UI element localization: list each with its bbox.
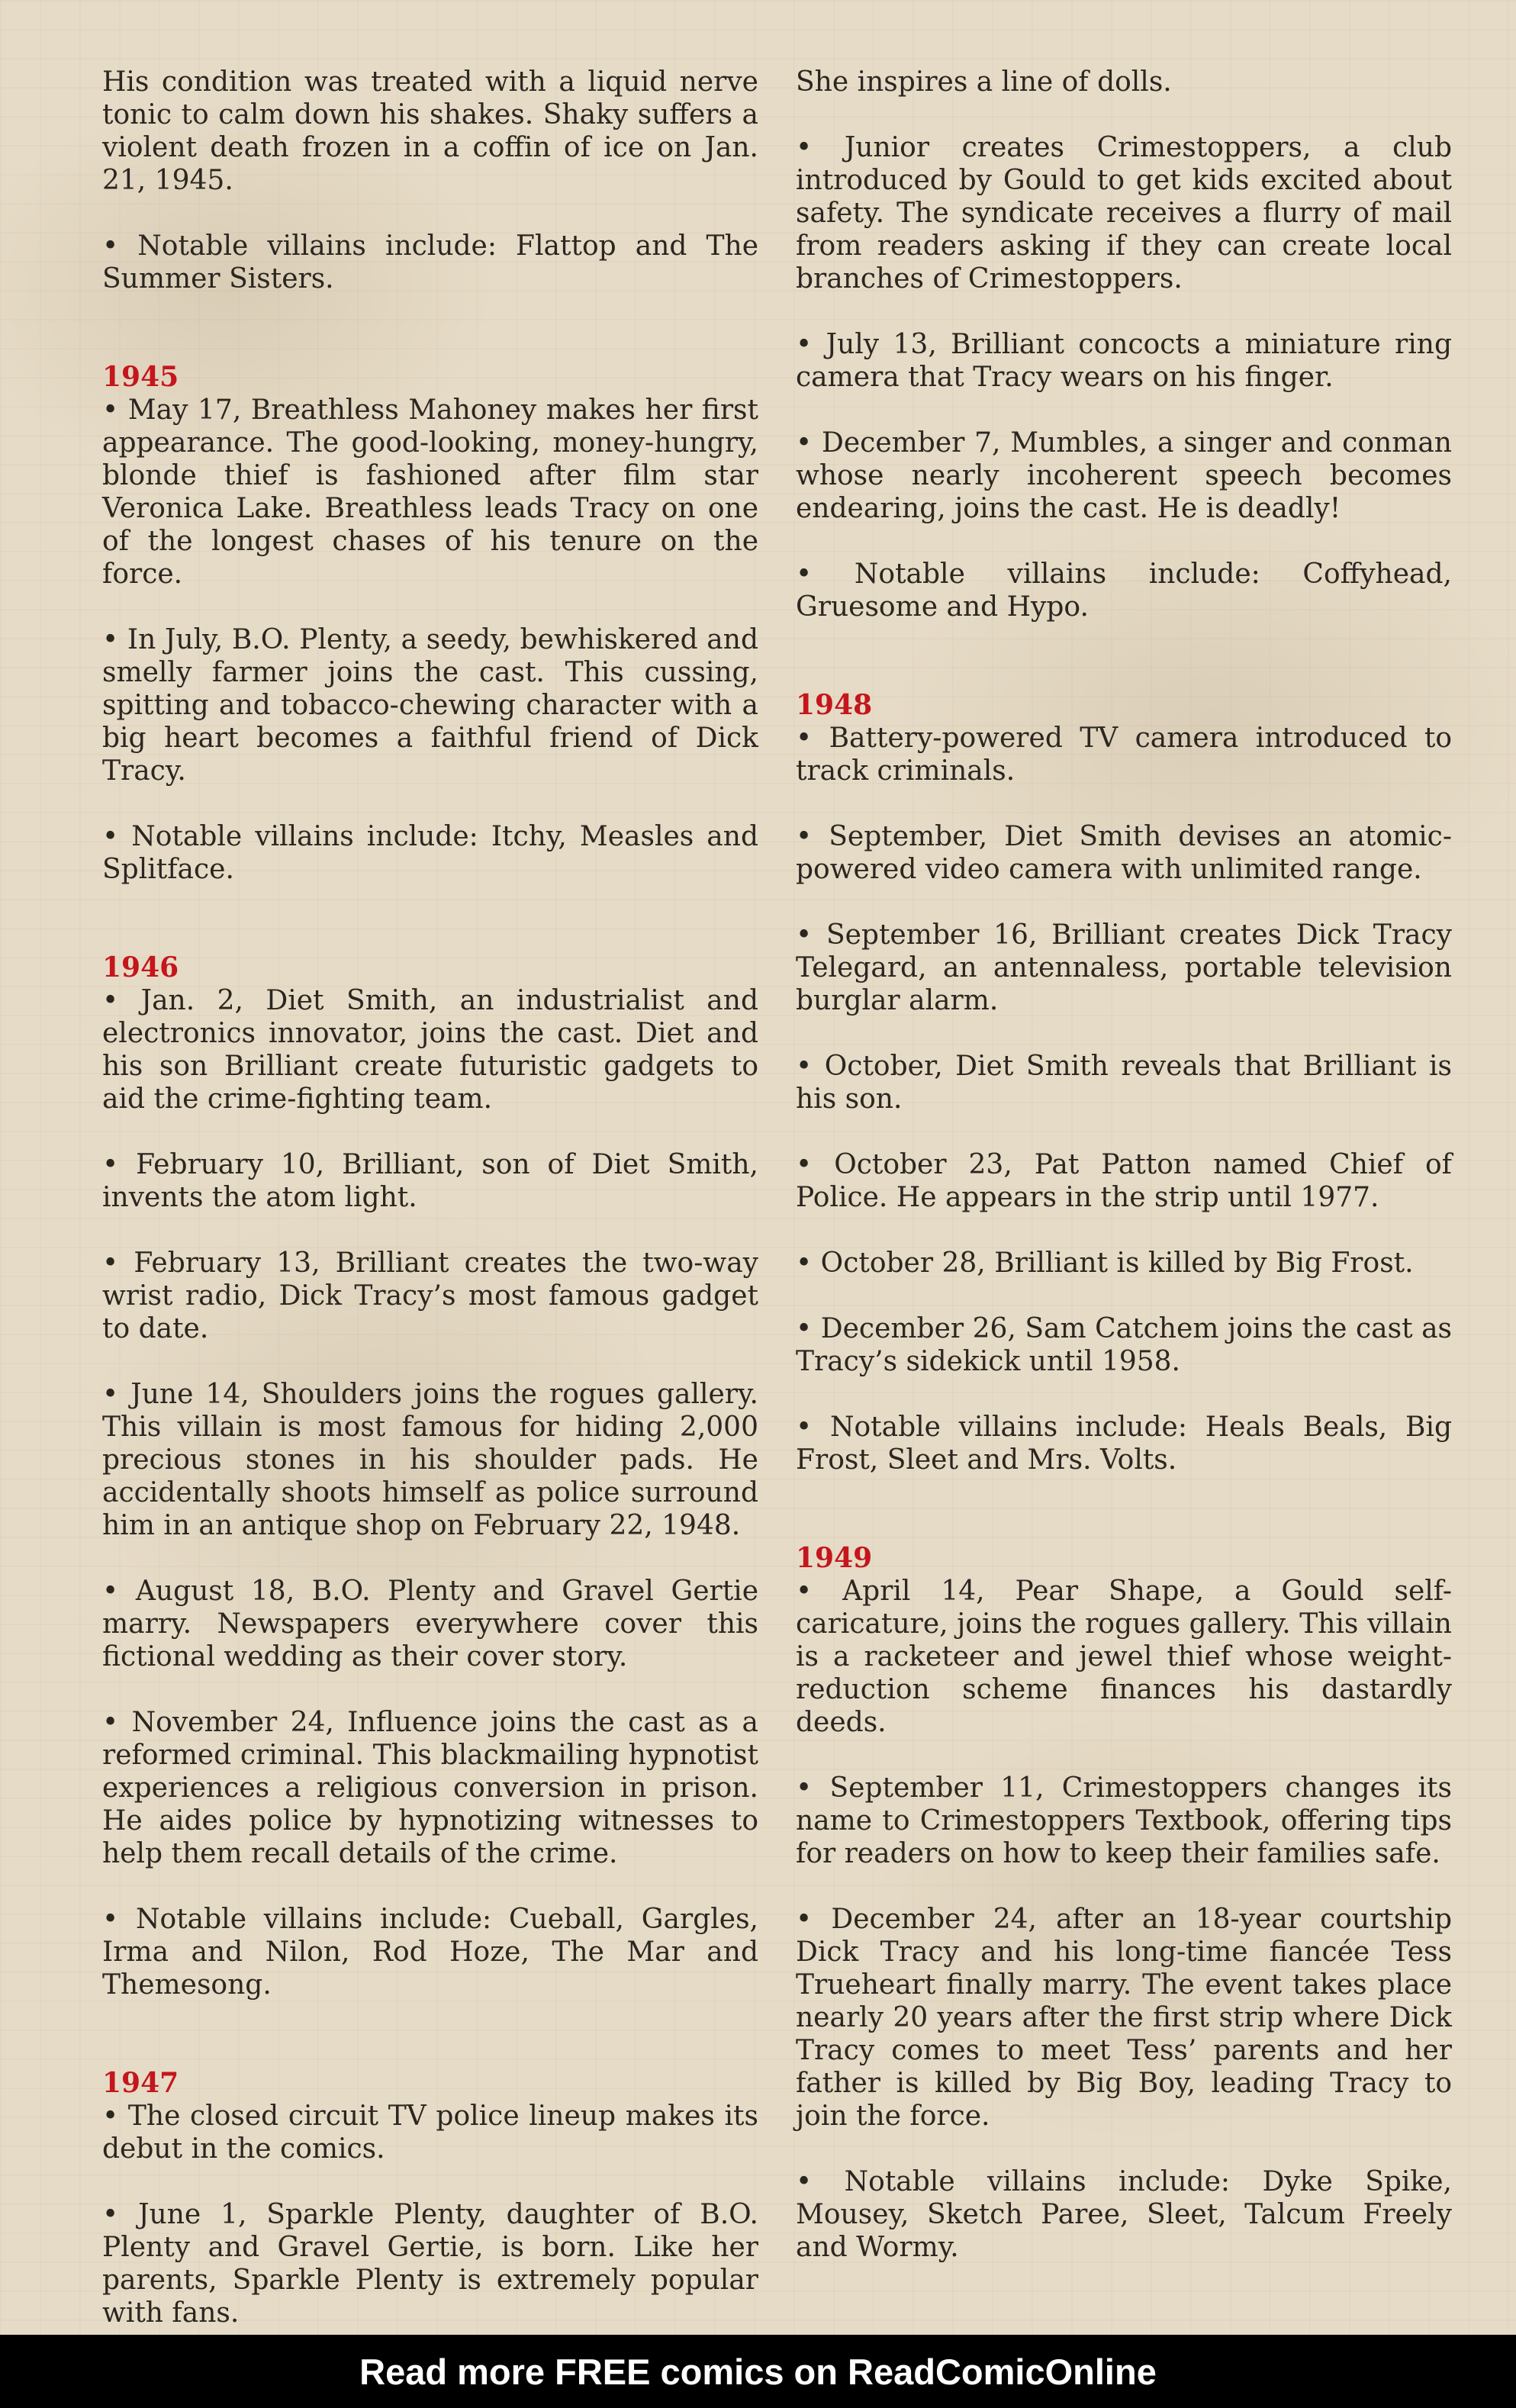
paragraph: • Notable villains include: Heals Beals, Big Frost, Sleet and Mrs. Volts. bbox=[796, 1412, 1452, 1476]
paragraph: • September, Diet Smith devises an atomic-powered video camera with unlimited range. bbox=[796, 821, 1452, 885]
paragraph: • September 11, Crimestoppers changes its name to Crimestoppers Textbook, offering tips for readers on how to keep their families safe. bbox=[796, 1772, 1452, 1869]
right-column bbox=[796, 66, 1452, 2297]
paragraph: • June 14, Shoulders joins the rogues gallery. This villain is most famous for hiding 2,000 precious stones in his shoulder pads. He accidentally shoots himself as police surround him in an antique shop on February 22, 1948. bbox=[102, 1379, 758, 1541]
paragraph: • Notable villains include: Dyke Spike, Mousey, Sketch Paree, Sleet, Talcum Freely and Wormy. bbox=[796, 2166, 1452, 2263]
year-heading-1946: 1946 bbox=[102, 951, 179, 983]
left-column bbox=[102, 66, 758, 2362]
paragraph: • October, Diet Smith reveals that Brilliant is his son. bbox=[796, 1051, 1452, 1115]
paragraph: • October 28, Brilliant is killed by Big Frost. bbox=[796, 1247, 1414, 1279]
paragraph: • September 16, Brilliant creates Dick Tracy Telegard, an antennaless, portable television burglar alarm. bbox=[796, 919, 1452, 1016]
year-heading-1947: 1947 bbox=[102, 2067, 179, 2099]
paragraph: • Notable villains include: Itchy, Measles and Splitface. bbox=[102, 821, 758, 885]
footer-banner[interactable] bbox=[0, 2335, 1516, 2408]
paragraph: • December 24, after an 18-year courtship Dick Tracy and his long-time fiancée Tess Trueheart finally marry. The event takes place nearly 20 years after the first strip where Dick Tracy comes to meet Tess’ parents and her father is killed by Big Boy, leading Tracy to join the force. bbox=[796, 1904, 1452, 2132]
paragraph: • Notable villains include: Cueball, Gargles, Irma and Nilon, Rod Hoze, The Mar and Themesong. bbox=[102, 1904, 758, 2001]
paragraph: • Battery-powered TV camera introduced to track criminals. bbox=[796, 723, 1452, 787]
year-heading-1948: 1948 bbox=[796, 689, 873, 721]
paragraph: • August 18, B.O. Plenty and Gravel Gertie marry. Newspapers everywhere cover this fictional wedding as their cover story. bbox=[102, 1576, 758, 1672]
footer-link-text[interactable]: Read more FREE comics on ReadComicOnline bbox=[359, 2351, 1157, 2392]
year-heading-1949: 1949 bbox=[796, 1542, 873, 1574]
paragraph: • December 26, Sam Catchem joins the cast as Tracy’s sidekick until 1958. bbox=[796, 1313, 1452, 1377]
paragraph: • Jan. 2, Diet Smith, an industrialist and electronics innovator, joins the cast. Diet and his son Brilliant create futuristic gadgets to aid the crime-fighting team. bbox=[102, 985, 758, 1115]
paragraph: • Notable villains include: Coffyhead, Gruesome and Hypo. bbox=[796, 559, 1452, 623]
paragraph: His condition was treated with a liquid nerve tonic to calm down his shakes. Shaky suffers a violent death frozen in a coffin of ice on Jan. 21, 1945. bbox=[102, 66, 758, 196]
paragraph: • Notable villains include: Flattop and The Summer Sisters. bbox=[102, 230, 758, 295]
paragraph: • October 23, Pat Patton named Chief of Police. He appears in the strip until 1977. bbox=[796, 1149, 1452, 1213]
paragraph: She inspires a line of dolls. bbox=[796, 66, 1172, 98]
paragraph: • February 13, Brilliant creates the two-way wrist radio, Dick Tracy’s most famous gadget to date. bbox=[102, 1247, 758, 1344]
paragraph: • June 1, Sparkle Plenty, daughter of B.O. Plenty and Gravel Gertie, is born. Like her parents, Sparkle Plenty is extremely popular with fans. bbox=[102, 2199, 758, 2329]
paragraph: • December 7, Mumbles, a singer and conman whose nearly incoherent speech becomes endearing, joins the cast. He is deadly! bbox=[796, 427, 1452, 524]
paragraph: • Junior creates Crimestoppers, a club introduced by Gould to get kids excited about safety. The syndicate receives a flurry of mail from readers asking if they can create local branches of Crimestoppers. bbox=[796, 132, 1452, 295]
paragraph: • May 17, Breathless Mahoney makes her first appearance. The good-looking, money-hungry, blonde thief is fashioned after film star Veronica Lake. Breathless leads Tracy on one of the longest chases of his tenure on the force. bbox=[102, 394, 758, 590]
paragraph: • November 24, Influence joins the cast as a reformed criminal. This blackmailing hypnotist experiences a religious conversion in prison. He aides police by hypnotizing witnesses to help them recall details of the crime. bbox=[102, 1707, 758, 1869]
paragraph: • February 10, Brilliant, son of Diet Smith, invents the atom light. bbox=[102, 1149, 758, 1213]
paragraph: • In July, B.O. Plenty, a seedy, bewhiskered and smelly farmer joins the cast. This cussing, spitting and tobacco-chewing character with a big heart becomes a faithful friend of Dick Tracy. bbox=[102, 624, 758, 787]
paragraph: • April 14, Pear Shape, a Gould self-caricature, joins the rogues gallery. This villain is a racketeer and jewel thief whose weight-reduction scheme finances his dastardly deeds. bbox=[796, 1576, 1452, 1738]
year-heading-1945: 1945 bbox=[102, 361, 179, 393]
paragraph: • July 13, Brilliant concocts a miniature ring camera that Tracy wears on his finger. bbox=[796, 329, 1452, 393]
paragraph: • The closed circuit TV police lineup makes its debut in the comics. bbox=[102, 2101, 758, 2165]
